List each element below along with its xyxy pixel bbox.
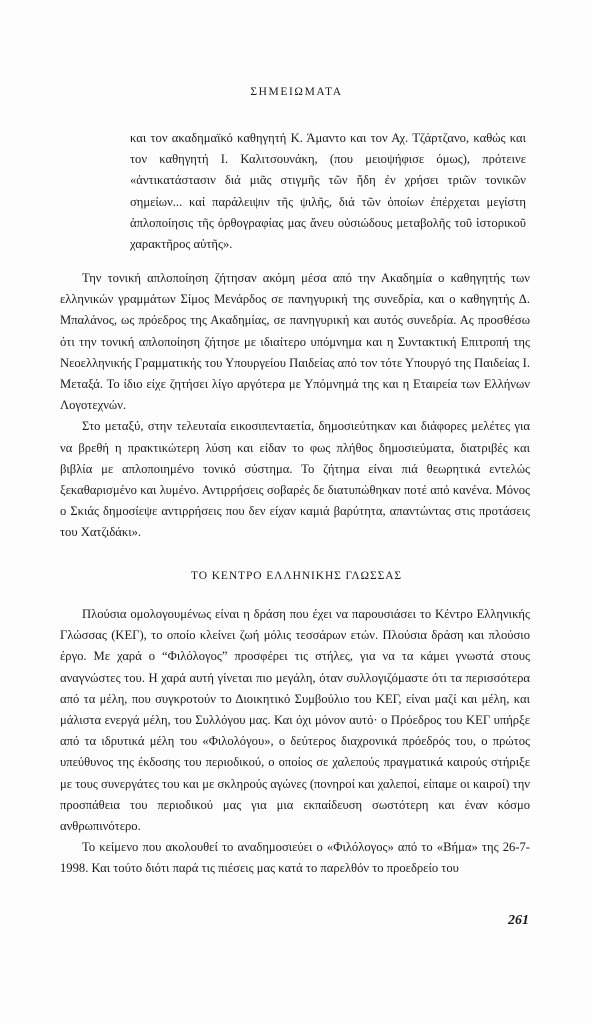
running-head: ΣΗΜΕΙΩΜΑΤΑ xyxy=(250,86,343,98)
paragraph-tonal-simplification: Την τονική απλοποίηση ζήτησαν ακόμη μέσα από την Ακαδημία ο καθηγητής των ελληνικών γραμμάτων Σίμος Μενάρδος σε πανηγυρική της συνεδρία, και ο καθηγητής Δ. Μπαλάνος, ως πρόεδρος της Ακαδημίας, σε πανηγυρική και αυτός συνεδρία. Ας προσθέσω ότι την τονική απλοποίηση ζήτησε με ιδιαίτερο υπόμνημα και η Συντακτική Επιτροπή της Νεοελληνικής Γραμματικής του Υπουργείου Παιδείας από τον τότε Υπουργό της Παιδείας Ι. Μεταξά. Το ίδιο είχε ζητήσει λίγο αργότερα με Υπόμνημά της και η Εταιρεία των Ελλήνων Λογοτεχνών. xyxy=(60,271,530,413)
body-section-1 xyxy=(60,268,530,544)
paragraph-reprint-note: Το κείμενο που ακολουθεί το αναδημοσιεύει ο «Φιλόλογος» από το «Βήμα» της 26-7-1998. Και τούτο διότι παρά τις πιέσεις μας κατά το παρελθόν το προεδρείο του xyxy=(60,840,530,876)
paragraph-recent-studies: Στο μεταξύ, στην τελευταία εικοσιπενταετία, δημοσιεύτηκαν και διάφορες μελέτες για να βρεθή η πρακτικώτερη λύση και είδαν το φως πλήθος δημοσιεύματα, διατριβές και βιβλία με απλοποιημένο τονικό σύστημα. Το ζήτημα είναι πιά θεωρητικά εντελώς ξεκαθαρισμένο και λυμένο. Αντιρρήσεις σοβαρές δε διατυπώθηκαν ποτέ από κανένα. Μόνος ο Σκιάς δημοσίεψε αντιρρήσεις που δεν είχαν καμιά βαρύτητα, απαντώντας στις προτάσεις του Χατζιδάκι». xyxy=(60,419,530,540)
body-section-2 xyxy=(60,604,530,880)
paragraph-keg-activity: Πλούσια ομολογουμένως είναι η δράση που έχει να παρουσιάσει το Κέντρο Ελληνικής Γλώσσας (ΚΕΓ), το οποίο κλείνει ζωή μόλις τεσσάρων ετών. Πλούσια δράση και πλούσιο έργο. Με χαρά ο “Φιλόλογος” προσφέρει τις στήλες, για να τα κάμει γνωστά στους αναγνώστες του. Η χαρά αυτή γίνεται πιο μεγάλη, όταν συλλογιζόμαστε ότι τα περισσότερα από τα μέλη, που συγκροτούν το Διοικητικό Συμβούλιο του ΚΕΓ, είναι μαζί και μέλη, και μάλιστα ενεργά μέλη, του Συλλόγου μας. Και όχι μόνον αυτό· ο Πρόεδρος του ΚΕΓ υπήρξε από τα ιδρυτικά μέλη του «Φιλολόγου», ο δεύτερος διαχρονικά πρόεδρός του, ο πρώτος υπεύθυνος της έκδοσης του περιοδικού, ο οποίος σε χαλεπούς πραγματικά καιρούς στήριξε με τους συνεργάτες του και με σκληρούς αγώνες (πονηροί και χαλεποί, είπαμε οι καιροί) την προσπάθεια του περιοδικού μας για μια εκπαίδευση σωστότερη και έναν κόσμο ανθρωπινότερο. xyxy=(60,607,530,834)
section-heading: ΤΟ ΚΕΝΤΡΟ ΕΛΛΗΝΙΚΗΣ ΓΛΩΣΣΑΣ xyxy=(191,570,402,582)
page-number: 261 xyxy=(508,913,529,928)
block-quote xyxy=(130,128,526,255)
quote-paragraph: και τον ακαδημαϊκό καθηγητή Κ. Άμαντο και τον Αχ. Τζάρτζανο, καθώς και τον καθηγητή Ι. Καλιτσουνάκη, (που μειοψήφισε όμως), πρότεινε «ἀντικατάστασιν διά μιᾶς στιγμῆς τῶν ἤδη ἐν χρήσει τριῶν τονικῶν σημείων... καί παράλειψιν τῆς ψιλῆς, διά τῶν ὁποίων ἐπέρχεται μεγίστη ἁπλοποίησις τῆς ὀρθογραφίας μας ἄνευ οὐσιώδους μεταβολῆς τοῦ ἱστορικοῦ χαρακτῆρος αὐτῆς». xyxy=(130,131,526,252)
